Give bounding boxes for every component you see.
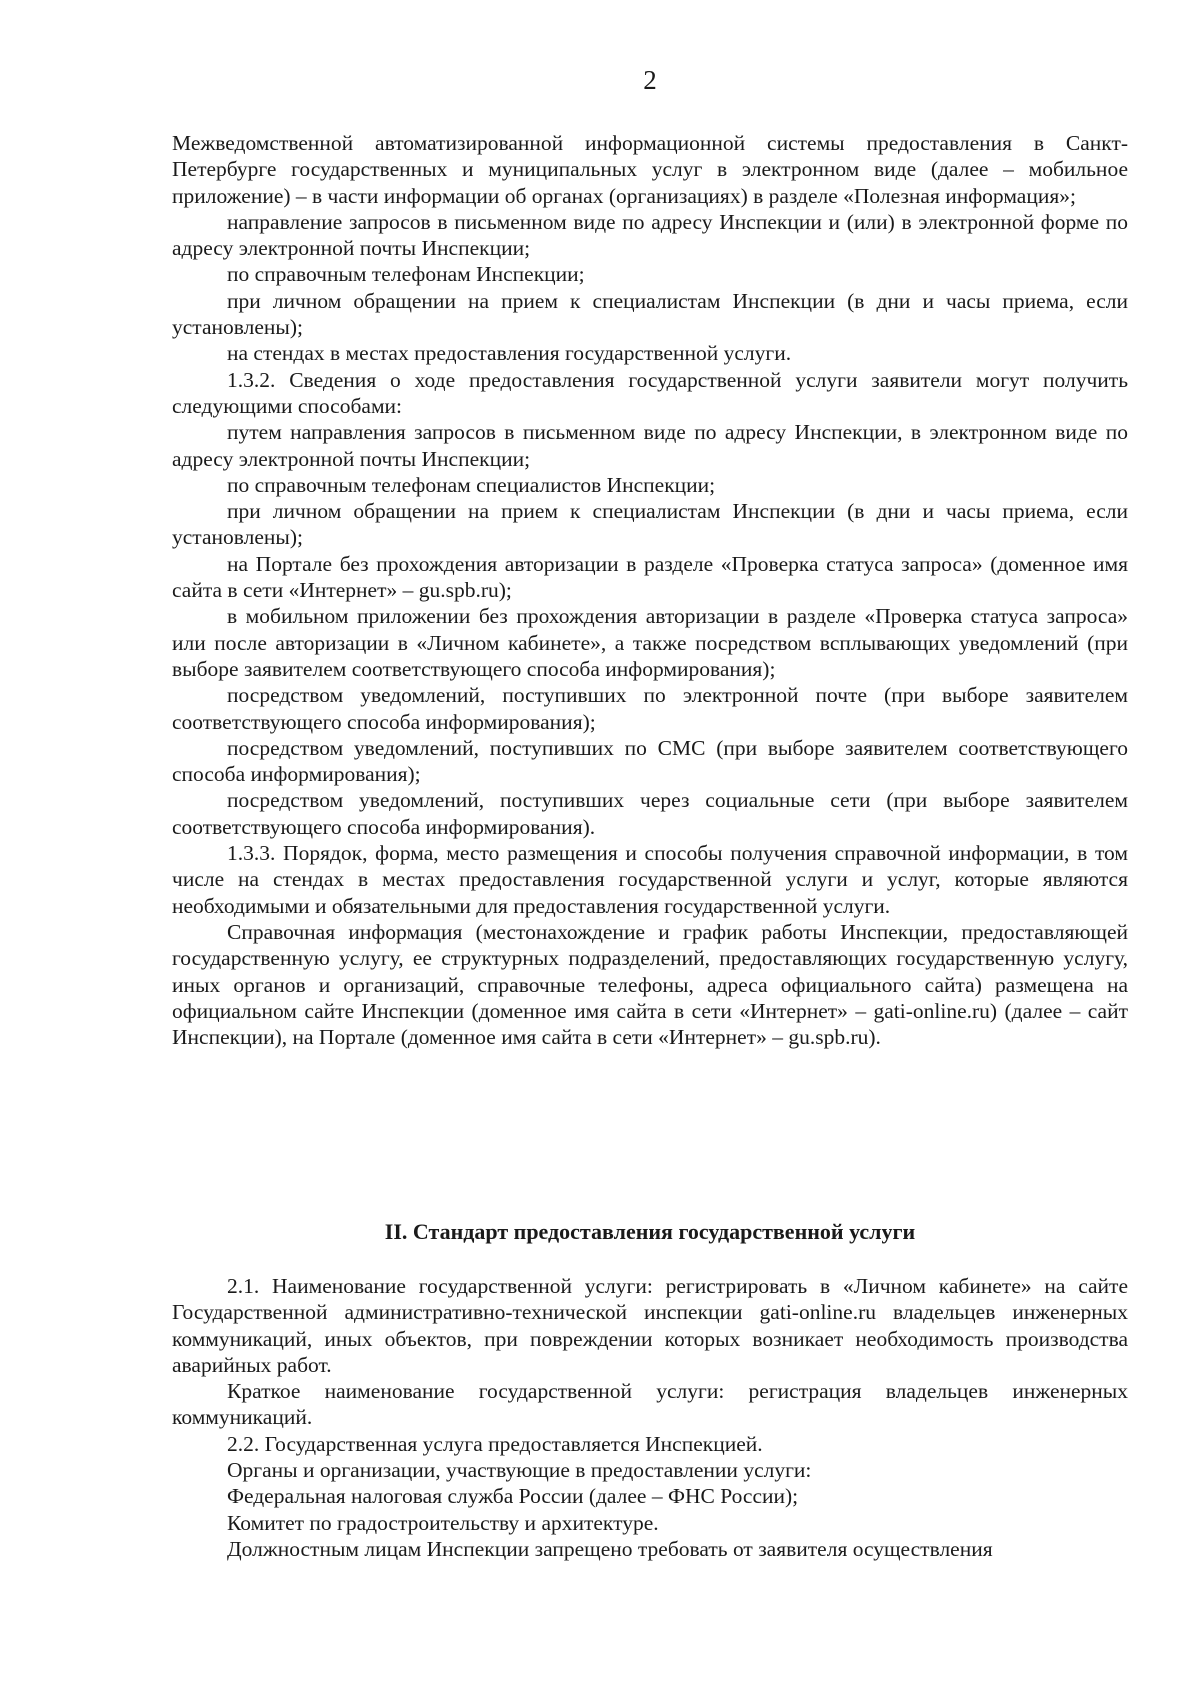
paragraph: 2.1. Наименование государственной услуги: регистрировать в «Личном кабинете» на сайте Государственной административно-технической инспекции gati-online.ru владельцев инженерных коммуникаций, иных объектов, при повреждении которых возникает необходимость производства аварийных работ. bbox=[172, 1274, 1128, 1377]
paragraph: 2.2. Государственная услуга предоставляется Инспекцией. bbox=[227, 1431, 763, 1456]
paragraph: посредством уведомлений, поступивших через социальные сети (при выборе заявителем соответствующего способа информирования). bbox=[172, 788, 1128, 839]
paragraph: при личном обращении на прием к специалистам Инспекции (в дни и часы приема, если установлены); bbox=[172, 288, 1128, 340]
paragraph: на стендах в местах предоставления государственной услуги. bbox=[227, 341, 792, 366]
body-text bbox=[172, 130, 1128, 1050]
paragraph: направление запросов в письменном виде по адресу Инспекции и (или) в электронной форме по адресу электронной почты Инспекции; bbox=[172, 209, 1128, 261]
paragraph: посредством уведомлений, поступивших по электронной почте (при выборе заявителем соответствующего способа информирования); bbox=[172, 683, 1128, 734]
paragraph: 1.3.2. Сведения о ходе предоставления государственной услуги заявители могут получить следующими способами: bbox=[172, 367, 1128, 418]
paragraph: Органы и организации, участвующие в предоставлении услуги: bbox=[227, 1458, 812, 1483]
paragraph: в мобильном приложении без прохождения авторизации в разделе «Проверка статуса запроса» или после авторизации в «Личном кабинете», а также посредством всплывающих уведомлений (при выборе заявителем соответствующего способа информирования); bbox=[172, 604, 1128, 681]
paragraph: Краткое наименование государственной услуги: регистрация владельцев инженерных коммуникаций. bbox=[172, 1379, 1128, 1430]
paragraph: Комитет по градостроительству и архитектуре. bbox=[227, 1510, 659, 1535]
paragraph: на Портале без прохождения авторизации в разделе «Проверка статуса запроса» (доменное имя сайта в сети «Интернет» – gu.spb.ru); bbox=[172, 551, 1128, 603]
page-number: 2 bbox=[643, 65, 657, 95]
section-body-text bbox=[172, 1273, 1128, 1562]
paragraph: Федеральная налоговая служба России (далее – ФНС России); bbox=[227, 1484, 799, 1509]
paragraph: при личном обращении на прием к специалистам Инспекции (в дни и часы приема, если установлены); bbox=[172, 499, 1128, 550]
paragraph: 1.3.3. Порядок, форма, место размещения и способы получения справочной информации, в том числе на стендах в местах предоставления государственной услуги и услуг, которые являются необходимыми и обязательными для предоставления государственной услуги. bbox=[172, 841, 1128, 918]
paragraph: посредством уведомлений, поступивших по СМС (при выборе заявителем соответствующего способа информирования); bbox=[172, 735, 1128, 787]
paragraph: по справочным телефонам Инспекции; bbox=[227, 262, 585, 287]
paragraph: путем направления запросов в письменном виде по адресу Инспекции, в электронном виде по адресу электронной почты Инспекции; bbox=[172, 420, 1128, 471]
paragraph: Межведомственной автоматизированной информационной системы предоставления в Санкт-Петербурге государственных и муниципальных услуг в электронном виде (далее – мобильное приложение) – в части информации об органах (организациях) в разделе «Полезная информация»; bbox=[172, 131, 1128, 208]
section-title: II. Стандарт предоставления государственной услуги bbox=[384, 1219, 916, 1244]
paragraph: по справочным телефонам специалистов Инспекции; bbox=[227, 472, 716, 497]
paragraph: Справочная информация (местонахождение и график работы Инспекции, предоставляющей государственную услугу, ее структурных подразделений, предоставляющих государственную услугу, иных органов и организаций, справочные телефоны, адреса официального сайта) размещена на официальном сайте Инспекции (доменное имя сайта в сети «Интернет» – gati-online.ru) (далее – сайт Инспекции), на Портале (доменное имя сайта в сети «Интернет» – gu.spb.ru). bbox=[172, 919, 1128, 1050]
paragraph: Должностным лицам Инспекции запрещено требовать от заявителя осуществления bbox=[227, 1536, 993, 1561]
